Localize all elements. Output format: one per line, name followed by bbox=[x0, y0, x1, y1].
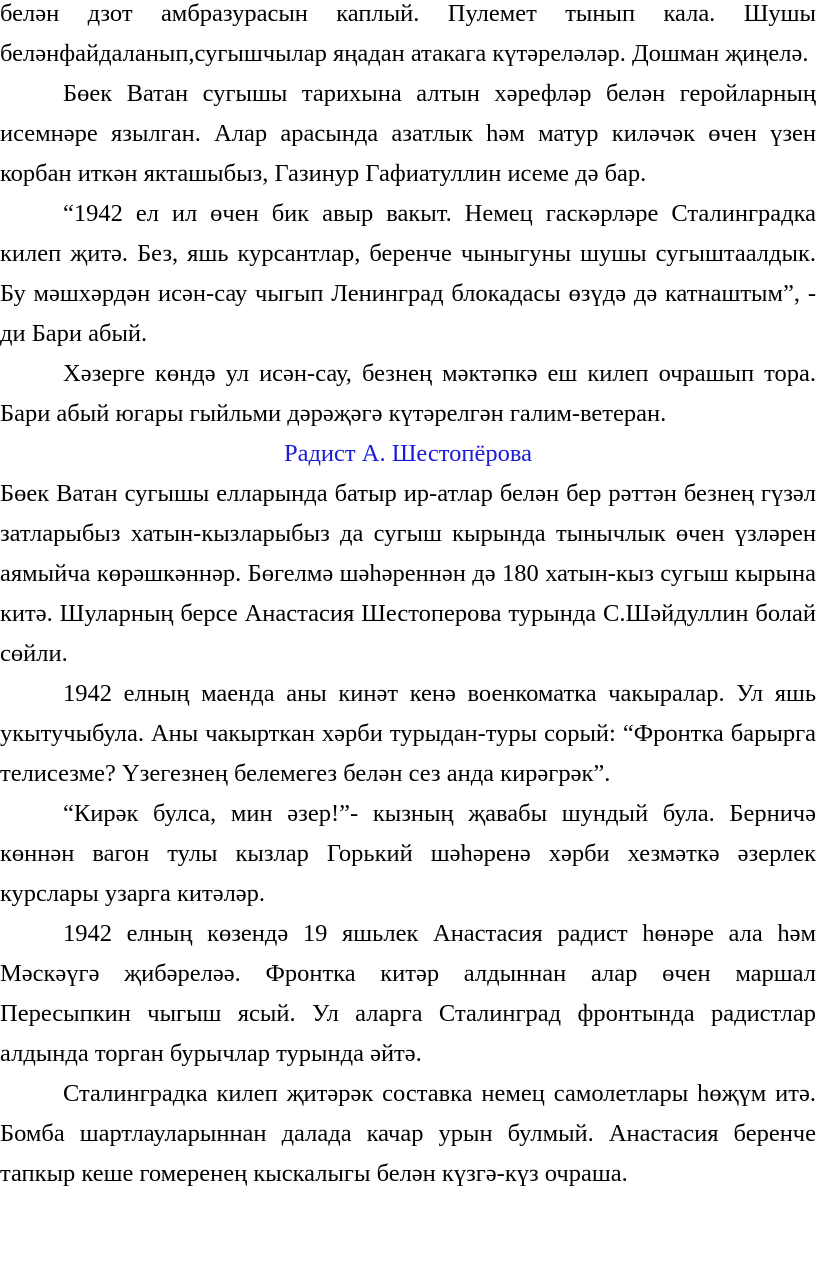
paragraph-answer: “Кирәк булса, мин әзер!”- кызның җавабы шундый була. Берничә көннән вагон тулы кызлар Горький шәһәренә хәрби хезмәткә әзерлек курслары узарга китәләр. bbox=[0, 800, 816, 907]
paragraph-heroes: Бөек Ватан сугышы тарихына алтын хәрефләр белән геройларның исемнәре язылган. Алар арасында азатлык һәм матур киләчәк өчен үзен корбан иткән якташыбыз, Газинур Гафиатуллин исеме дә бар. bbox=[0, 80, 816, 187]
paragraph-stalingrad: Сталинградка килеп җитәрәк составка немец самолетлары һөҗүм итә. Бомба шартлауларыннан далада качар урын булмый. Анастасия беренче тапкыр кеше гомеренең кыскалыгы белән күзгә-күз очраша. bbox=[0, 1080, 816, 1187]
paragraph-women-war: Бөек Ватан сугышы елларында батыр ир-атлар белән бер рәттән безнең гүзәл затларыбыз хатын-кызларыбыз да сугыш кырында тынычлык өчен үзләрен аямыйча көрәшкәннәр. Бөгелмә шәһәреннән дә 180 хатын-кыз сугыш кырына китә. Шуларның берсе Анастасия Шестоперова турында С.Шәйдуллин болай сөйли. bbox=[0, 480, 816, 667]
paragraph-continuation: белән дзот амбразурасын каплый. Пулемет тынып кала. Шушы беләнфайдаланып,сугышчылар яңадан атакага күтәреләләр. Дошман җиңелә. bbox=[0, 0, 816, 67]
paragraph-veteran: Хәзерге көндә ул исән-сау, безнең мәктәпкә еш килеп очрашып тора. Бари абый югары гыйльми дәрәҗәгә күтәрелгән галим-ветеран. bbox=[0, 360, 816, 427]
section-title: Радист А. Шестопёрова bbox=[283, 440, 533, 467]
paragraph-radio-operator: 1942 елның көзендә 19 яшьлек Анастасия радист һөнәре ала һәм Мәскәүгә җибәреләә. Фронтка китәр алдыннан алар өчен маршал Пересыпкин чыгыш ясый. Ул аларга Сталинград фронтында радистлар алдында торган бурычлар турында әйтә. bbox=[0, 920, 816, 1067]
paragraph-military-office: 1942 елның маенда аны кинәт кенә военкоматка чакыралар. Ул яшь укытучыбула. Аны чакырткан хәрби турыдан-туры сорый: “Фронтка барырга телисезме? Үзегезнең белемегез белән сез анда кирәгрәк”. bbox=[0, 680, 816, 787]
paragraph-quote-1942: “1942 ел ил өчен бик авыр вакыт. Немец гаскәрләре Сталинградка килеп җитә. Без, яшь курсантлар, беренче чыныгуны шушы сугыштаалдык. Бу мәшхәрдән исән-сау чыгып Ленинград блокадасы өзүдә дә катнаштым”, - ди Бари абый. bbox=[0, 200, 816, 347]
